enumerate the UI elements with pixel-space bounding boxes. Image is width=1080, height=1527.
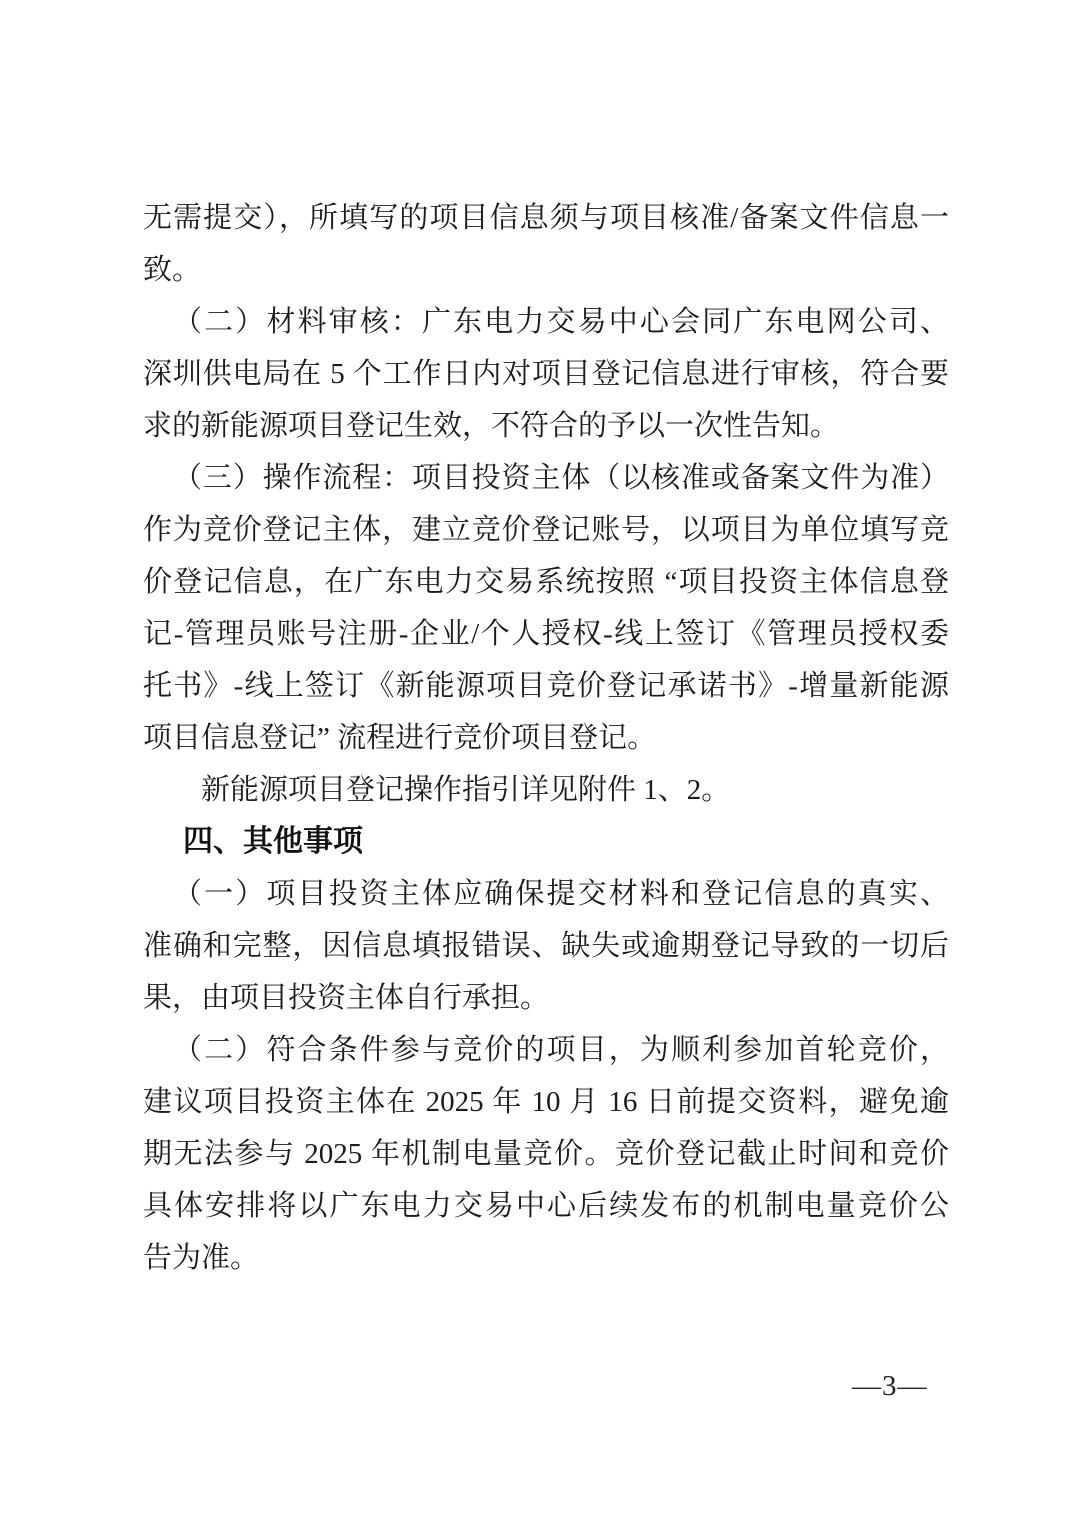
text-line: 深圳供电局在 5 个工作日内对项目登记信息进行审核，符合要 [143, 358, 949, 390]
text-line: 准确和完整，因信息填报错误、缺失或逾期登记导致的一切后 [143, 930, 949, 962]
text-line-attachment-note: 新能源项目登记操作指引详见附件 1、2。 [201, 774, 731, 806]
text-line: 价登记信息，在广东电力交易系统按照 “项目投资主体信息登 [143, 566, 949, 598]
text-line: 记-管理员账号注册-企业/个人授权-线上签订《管理员授权委 [143, 618, 949, 650]
text-line: 作为竞价登记主体，建立竞价登记账号，以项目为单位填写竞 [143, 514, 949, 546]
text-line: 托书》-线上签订《新能源项目竞价登记承诺书》-增量新能源 [143, 670, 949, 702]
text-line: 致。 [143, 254, 202, 286]
page-number: —3— [852, 1370, 928, 1402]
text-line-item-2-material-review: （二）材料审核：广东电力交易中心会同广东电网公司、 [173, 306, 949, 338]
document-body [143, 192, 949, 1284]
text-line: 无需提交），所填写的项目信息须与项目核准/备案文件信息一 [143, 202, 949, 234]
section-heading-other-matters: 四、其他事项 [183, 825, 363, 858]
text-line-item-3-operation-flow: （三）操作流程：项目投资主体（以核准或备案文件为准） [173, 462, 949, 494]
text-line-item-1-responsibility: （一）项目投资主体应确保提交材料和登记信息的真实、 [173, 878, 949, 910]
text-line: 果，由项目投资主体自行承担。 [143, 982, 550, 1014]
text-line: 建议项目投资主体在 2025 年 10 月 16 日前提交资料，避免逾 [143, 1086, 949, 1118]
text-line: 项目信息登记” 流程进行竞价项目登记。 [143, 722, 657, 754]
text-line-item-2-deadline: （二）符合条件参与竞价的项目，为顺利参加首轮竞价， [173, 1034, 949, 1066]
text-line: 求的新能源项目登记生效，不符合的予以一次性告知。 [143, 410, 840, 442]
text-line: 具体安排将以广东电力交易中心后续发布的机制电量竞价公 [143, 1190, 949, 1222]
text-line: 期无法参与 2025 年机制电量竞价。竞价登记截止时间和竞价 [143, 1138, 949, 1170]
text-line: 告为准。 [143, 1242, 260, 1274]
